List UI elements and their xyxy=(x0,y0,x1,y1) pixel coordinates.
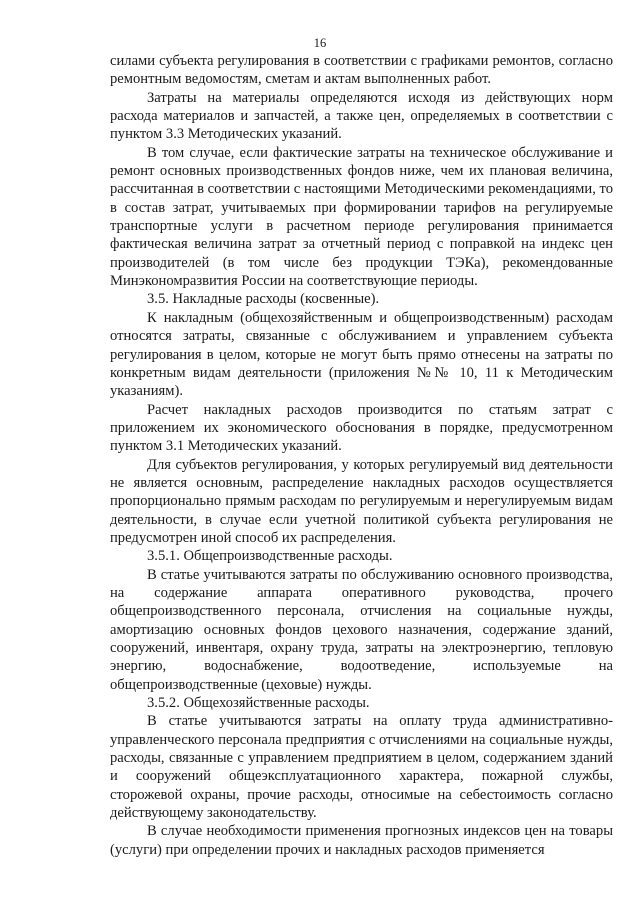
section-heading-3-5-2: 3.5.2. Общехозяйственные расходы. xyxy=(147,695,370,712)
paragraph-production-overhead: В статье учитываются затраты по обслуживанию основного производства, на содержание аппарата оперативного руководства, прочего общепроизводственного персонала, отчисления на социальные нужды, амортизацию основных фондов цехового назначения, содержание зданий, сооружений, инвентаря, охрану труда, затраты на электроэнергию, тепловую энергию, водоснабжение, водоотведение, используемые на общепроизводственные (цеховые) нужды. xyxy=(110,566,613,693)
paragraph-overhead-calculation: Расчет накладных расходов производится по статьям затрат с приложением их экономического обоснования в порядке, предусмотренном пунктом 3.1 Методических указаний. xyxy=(110,401,613,455)
page-number: 16 xyxy=(313,36,327,50)
section-heading-3-5: 3.5. Накладные расходы (косвенные). xyxy=(147,291,380,308)
paragraph-overhead-definition: К накладным (общехозяйственным и общепроизводственным) расходам относятся затраты, связанные с обслуживанием и управлением субъекта регулирования в целом, которые не могут быть прямо отнесены на затраты по конкретным видам деятельности (приложения №№ 10, 11 к Методическим указаниям). xyxy=(110,309,613,400)
section-heading-3-5-1: 3.5.1. Общепроизводственные расходы. xyxy=(147,548,393,565)
paragraph-continuation: силами субъекта регулирования в соответствии с графиками ремонтов, согласно ремонтным ведомостям, сметам и актам выполненных работ. xyxy=(110,53,613,88)
paragraph-overhead-distribution: Для субъектов регулирования, у которых регулируемый вид деятельности не является основным, распределение накладных расходов осуществляется пропорционально прямым расходам по регулируемым и нерегулируемым видам деятельности, в случае если учетной политикой субъекта регулирования не предусмотрен иной способ их распределения. xyxy=(110,456,613,546)
paragraph-general-overhead: В статье учитываются затраты на оплату труда административно-управленческого персонала предприятия с отчислениями на социальные нужды, расходы, связанные с управлением предприятием в целом, содержанием зданий и сооружений общеэксплуатационного характера, пожарной службы, сторожевой охраны, прочие расходы, относимые на себестоимость согласно действующему законодательству. xyxy=(110,713,613,822)
paragraph-materials-costs: Затраты на материалы определяются исходя из действующих норм расхода материалов и запчастей, а также цен, определяемых в соответствии с пунктом 3.3 Методических указаний. xyxy=(110,89,613,143)
paragraph-actual-costs: В том случае, если фактические затраты на техническое обслуживание и ремонт основных производственных фондов ниже, чем их плановая величина, рассчитанная в соответствии с настоящими Методическими рекомендациями, то в состав затрат, учитываемых при формировании тарифов на регулируемые транспортные услуги в расчетном периоде регулирования принимается фактическая величина затрат за отчетный период с поправкой на индекс цен производителей (в том числе без продукции ТЭКа), рекомендованные Минэкономразвития России на соответствующие периоды. xyxy=(110,144,613,290)
document-body xyxy=(110,52,613,859)
paragraph-forecast-indices: В случае необходимости применения прогнозных индексов цен на товары (услуги) при определении прочих и накладных расходов применяется xyxy=(110,823,613,858)
